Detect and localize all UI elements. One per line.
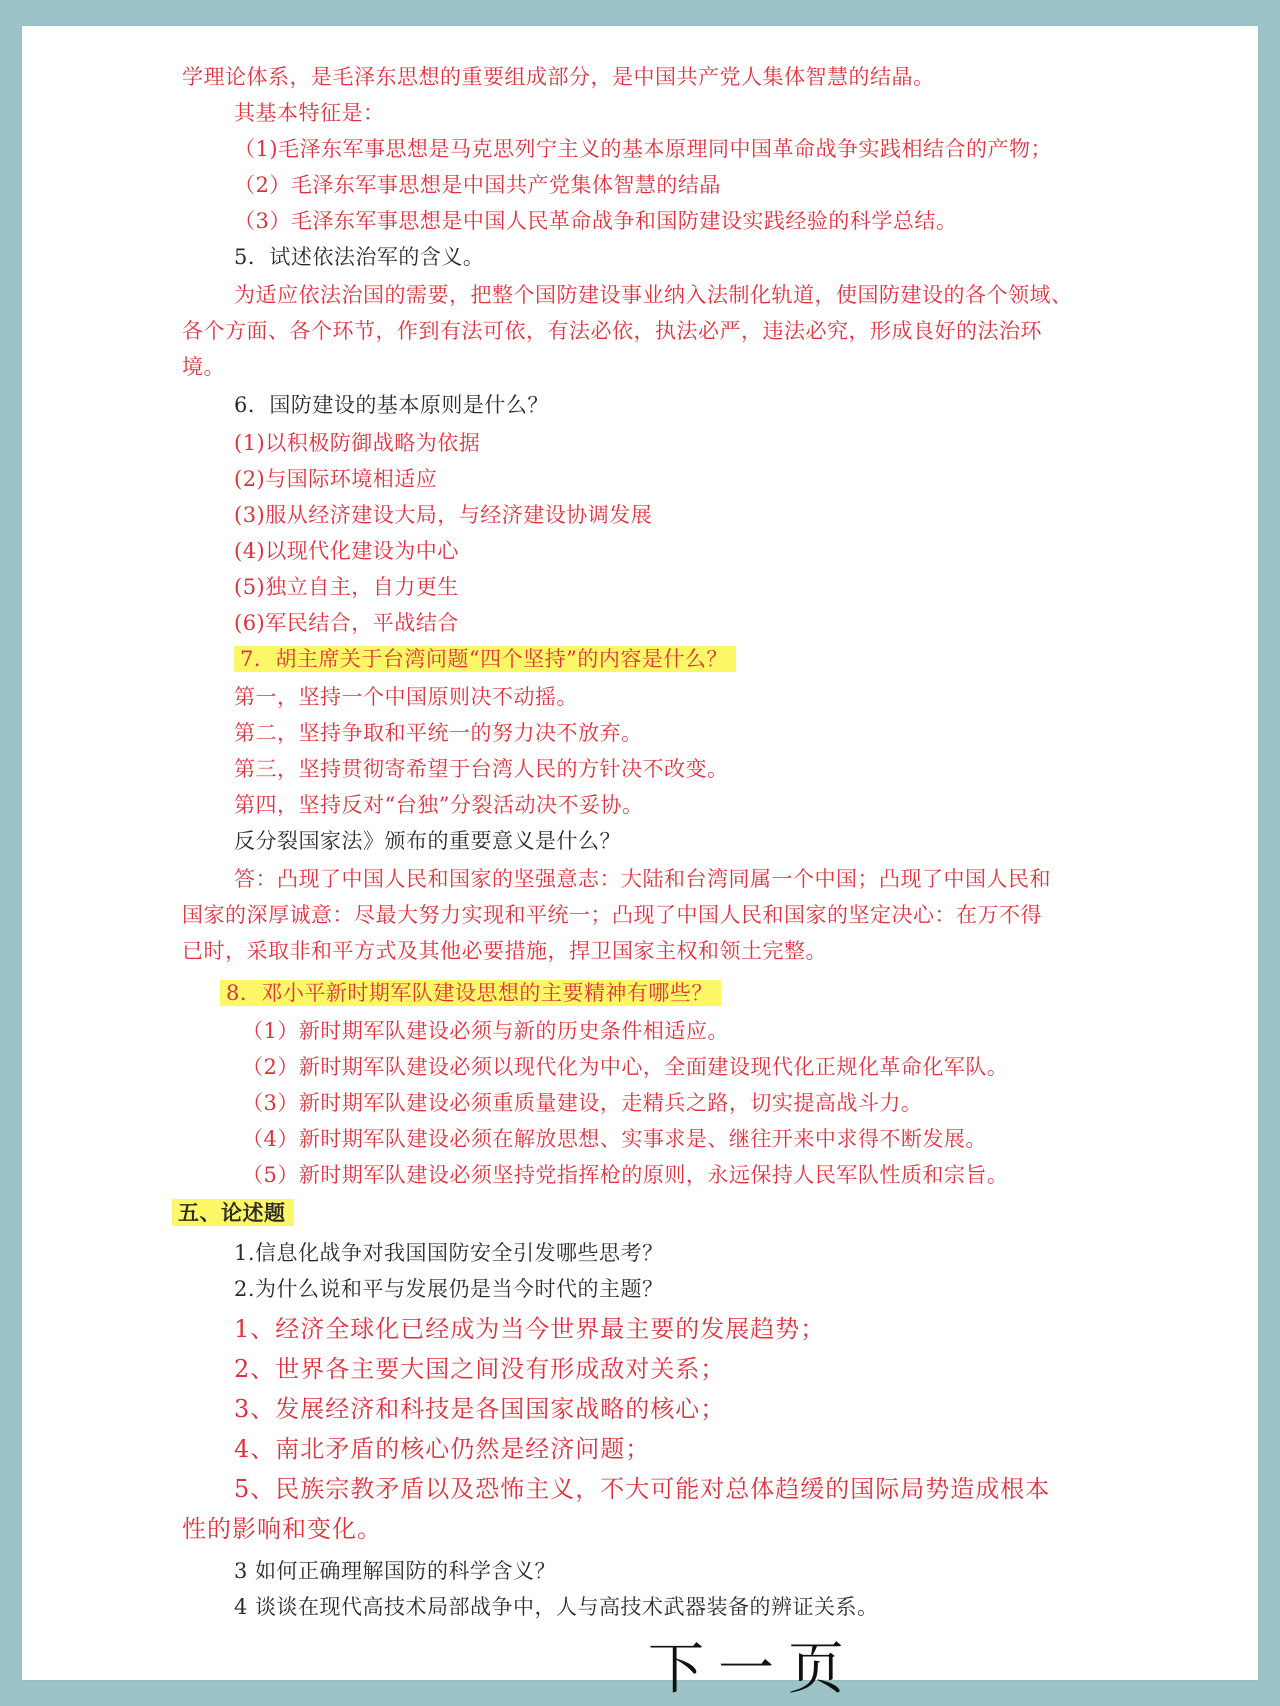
list-item: 第四，坚持反对“台独”分裂活动决不妥协。 — [234, 793, 644, 817]
list-item: （4）新时期军队建设必须在解放思想、实事求是、继往开来中求得不断发展。 — [242, 1127, 987, 1151]
highlighted-question-7 — [234, 644, 736, 674]
text-line: 学理论体系，是毛泽东思想的重要组成部分，是中国共产党人集体智慧的结晶。 — [182, 65, 935, 89]
essay-question-4: 4 谈谈在现代高技术局部战争中，人与高技术武器装备的辨证关系。 — [234, 1595, 879, 1619]
list-item: (1)以积极防御战略为依据 — [234, 431, 481, 455]
list-item: 第三，坚持贯彻寄希望于台湾人民的方针决不改变。 — [234, 757, 729, 781]
list-item: (6)军民结合，平战结合 — [234, 611, 459, 635]
list-item: （1）新时期军队建设必须与新的历史条件相适应。 — [242, 1019, 729, 1043]
question-5: 5．试述依法治军的含义。 — [234, 245, 485, 269]
question-6: 6．国防建设的基本原则是什么？ — [234, 393, 549, 417]
highlight-mark: 五、论述题 — [172, 1199, 294, 1226]
list-item: （3）新时期军队建设必须重质量建设，走精兵之路，切实提高战斗力。 — [242, 1091, 923, 1115]
essay-question-1: 1.信息化战争对我国国防安全引发哪些思考？ — [234, 1241, 664, 1265]
text-line: 境。 — [182, 355, 225, 379]
text-line: 国家的深厚诚意：尽最大努力实现和平统一；凸现了中国人民和国家的坚定决心：在万不得 — [182, 903, 1042, 927]
list-item: (5)独立自主，自力更生 — [234, 575, 459, 599]
essay-question-2: 2.为什么说和平与发展仍是当今时代的主题？ — [234, 1277, 664, 1301]
handwritten-next-page-note: 下一页 — [648, 1637, 858, 1702]
list-item: （5）新时期军队建设必须坚持党指挥枪的原则，永远保持人民军队性质和宗旨。 — [242, 1163, 1009, 1187]
list-item: (4)以现代化建设为中心 — [234, 539, 459, 563]
text-line: 各个方面、各个环节，作到有法可依，有法必依，执法必严，违法必究，形成良好的法治环 — [182, 319, 1042, 343]
list-item: 5、民族宗教矛盾以及恐怖主义，不大可能对总体趋缓的国际局势造成根本 — [234, 1475, 1051, 1503]
section-heading — [172, 1198, 294, 1228]
question-anti-secession: 反分裂国家法》颁布的重要意义是什么？ — [234, 829, 621, 853]
text-line: 已时，采取非和平方式及其他必要措施，捍卫国家主权和领土完整。 — [182, 939, 827, 963]
highlighted-question-8 — [220, 978, 721, 1008]
highlight-mark: 8．邓小平新时期军队建设思想的主要精神有哪些？ — [220, 980, 721, 1006]
text-line: 为适应依法治国的需要，把整个国防建设事业纳入法制化轨道，使国防建设的各个领域、 — [234, 283, 1073, 307]
list-item: 2、世界各主要大国之间没有形成敌对关系； — [234, 1355, 726, 1383]
highlight-mark: 7．胡主席关于台湾问题“四个坚持”的内容是什么？ — [234, 646, 736, 672]
text-line: （2）毛泽东军事思想是中国共产党集体智慧的结晶 — [234, 173, 721, 197]
document-page — [22, 26, 1258, 1702]
list-item: 3、发展经济和科技是各国国家战略的核心； — [234, 1395, 726, 1423]
list-item: （2）新时期军队建设必须以现代化为中心，全面建设现代化正规化革命化军队。 — [242, 1055, 1009, 1079]
text-line: （3）毛泽东军事思想是中国人民革命战争和国防建设实践经验的科学总结。 — [234, 209, 958, 233]
list-item: (3)服从经济建设大局，与经济建设协调发展 — [234, 503, 653, 527]
list-item: (2)与国际环境相适应 — [234, 467, 438, 491]
text-line: （1)毛泽东军事思想是马克思列宁主义的基本原理同中国革命战争实践相结合的产物； — [234, 137, 1053, 161]
list-item: 第二，坚持争取和平统一的努力决不放弃。 — [234, 721, 643, 745]
list-item: 1、经济全球化已经成为当今世界最主要的发展趋势； — [234, 1315, 826, 1343]
text-line: 其基本特征是： — [234, 101, 385, 125]
list-item: 4、南北矛盾的核心仍然是经济问题； — [234, 1435, 651, 1463]
text-line: 答：凸现了中国人民和国家的坚强意志：大陆和台湾同属一个中国；凸现了中国人民和 — [234, 867, 1051, 891]
essay-question-3: 3 如何正确理解国防的科学含义？ — [234, 1559, 557, 1583]
text-line: 性的影响和变化。 — [182, 1515, 382, 1543]
list-item: 第一，坚持一个中国原则决不动摇。 — [234, 685, 578, 709]
